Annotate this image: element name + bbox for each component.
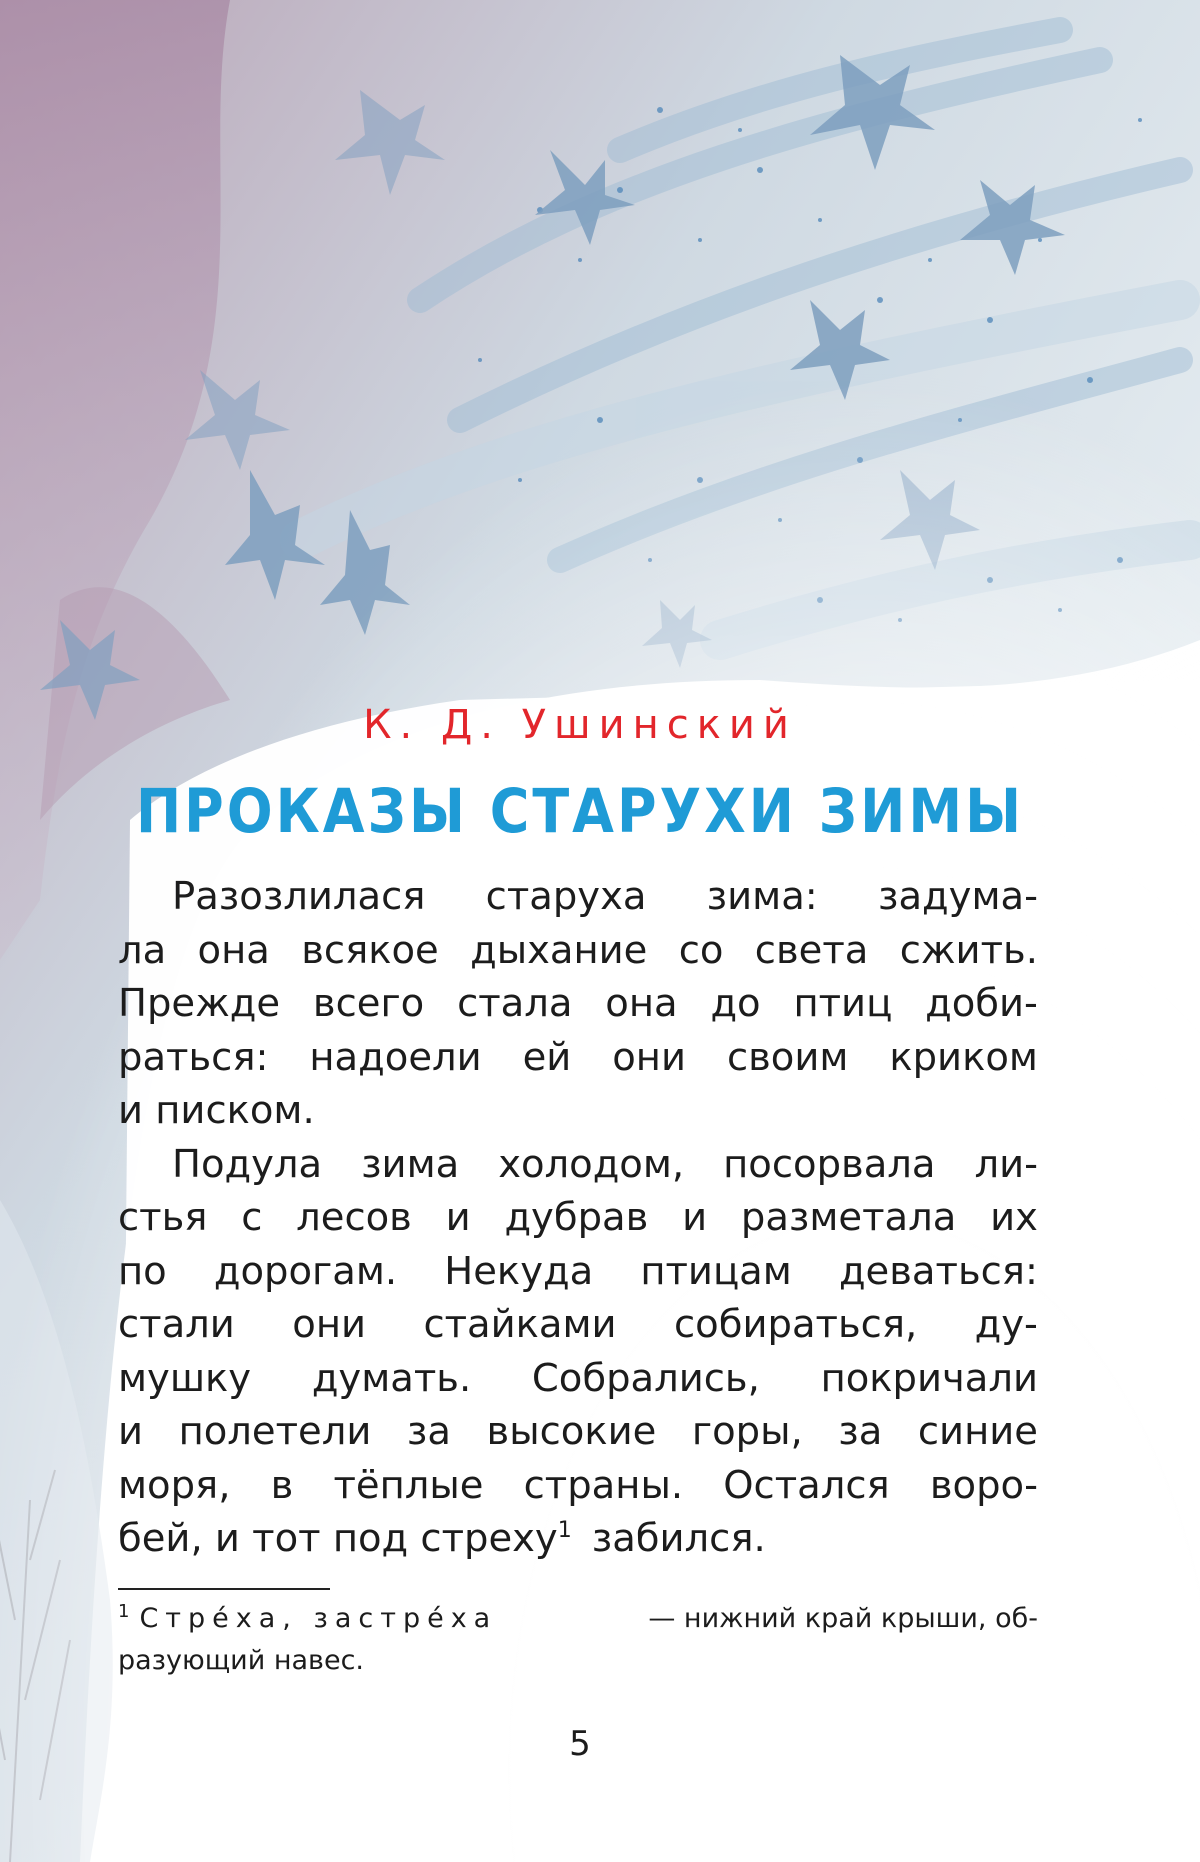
footnote-line: разующий навес. <box>118 1645 365 1676</box>
page-number: 5 <box>569 1724 591 1764</box>
text-line: моря, в тёплые страны. Остался воро- <box>118 1462 1038 1508</box>
text-line: и полетели за высокие горы, за синие <box>118 1409 1038 1454</box>
story-text <box>118 870 1038 1566</box>
story-title: ПРОКАЗЫ СТАРУХИ ЗИМЫ <box>135 776 1025 847</box>
footnote-number: 1 <box>118 1601 130 1622</box>
author-name: К. Д. Ушинский <box>363 702 797 748</box>
text-line: стья с лесов и дубрав и разметала их <box>118 1195 1038 1240</box>
footnote-divider <box>118 1588 330 1590</box>
text-line: Прежде всего стала она до птиц доби- <box>118 981 1038 1026</box>
text-line: ла она всякое дыхание со света сжить. <box>118 927 1038 973</box>
footnote-marker: 1 <box>557 1518 572 1544</box>
footnote-term: Стрéха, застрéха <box>139 1603 498 1634</box>
text-line: бей, и тот под стреху$^1$ забился. <box>118 1516 766 1561</box>
footnote-line: $^1$ Стрéха, застрéха — нижний край крыши, об- <box>118 1601 1038 1634</box>
text-line: Подула зима холодом, посорвала ли- <box>172 1141 1038 1187</box>
text-line: стали они стайками собираться, ду- <box>118 1302 1038 1347</box>
text-line: Разозлилася старуха зима: задума- <box>172 874 1038 919</box>
text-line: по дорогам. Некуда птицам деваться: <box>118 1248 1038 1294</box>
text-line: раться: надоели ей они своим криком <box>118 1034 1038 1080</box>
footnote <box>118 1598 1038 1682</box>
text-line: и писком. <box>118 1088 315 1133</box>
text-line: мушку думать. Собрались, покричали <box>118 1355 1038 1401</box>
